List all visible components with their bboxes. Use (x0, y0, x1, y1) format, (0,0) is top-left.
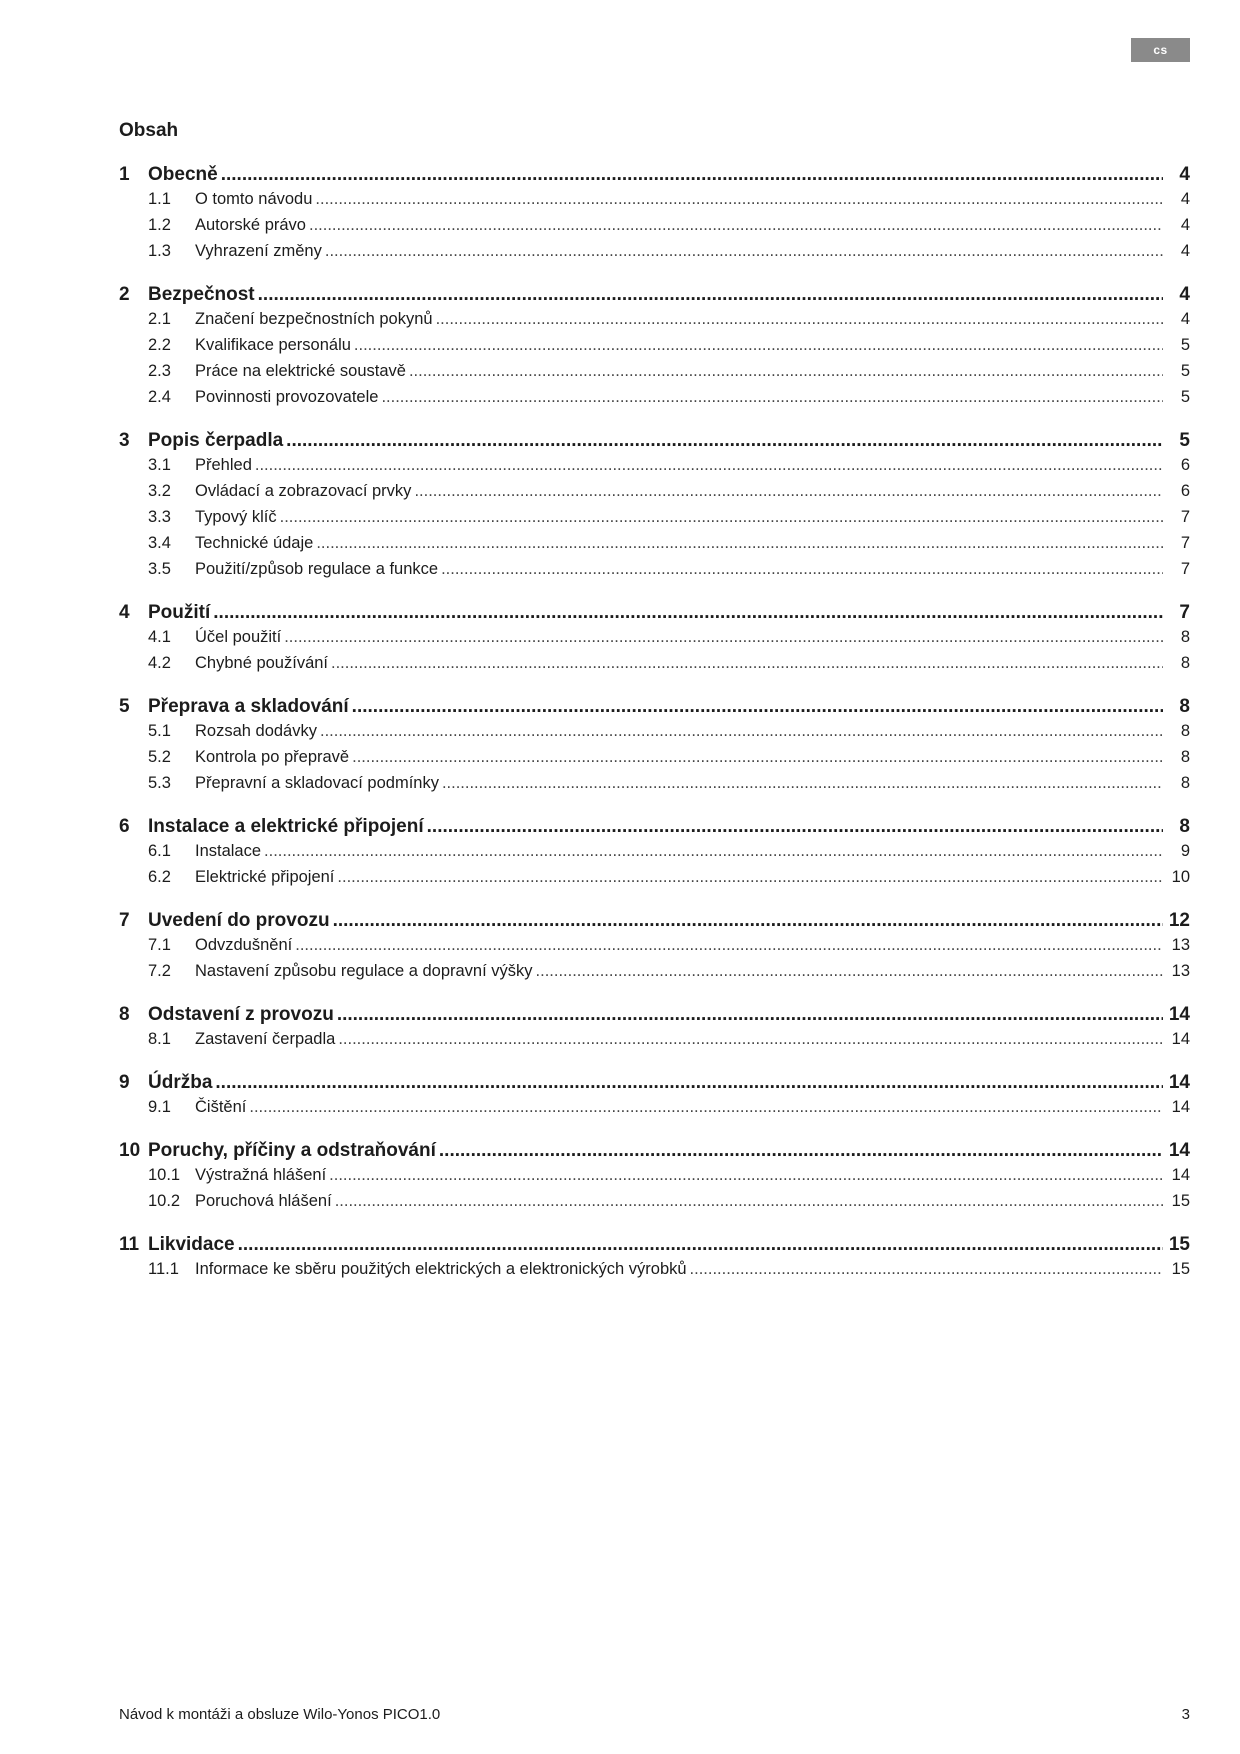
dot-leader (427, 816, 1163, 838)
toc-section-entry[interactable] (119, 284, 1190, 310)
subsection-page-number: 5 (1180, 388, 1190, 406)
section-title: Bezpečnost (148, 284, 255, 305)
subsection-title: Technické údaje (195, 534, 314, 552)
subsection-title: Přehled (195, 456, 252, 474)
toc-subsection-entry[interactable] (119, 362, 1190, 388)
subsection-page-number: 7 (1180, 534, 1190, 552)
subsection-number: 6.1 (148, 842, 171, 860)
section-title: Instalace a elektrické připojení (148, 816, 424, 837)
section-number: 11 (119, 1234, 140, 1255)
section-page-number: 4 (1179, 164, 1190, 185)
subsection-title: Kontrola po přepravě (195, 748, 350, 766)
section-number: 1 (119, 164, 130, 185)
toc-title: Obsah (119, 120, 179, 141)
toc-subsection-entry[interactable] (119, 508, 1190, 534)
subsection-number: 3.4 (148, 534, 171, 552)
toc-section (119, 164, 1190, 268)
subsection-page-number: 7 (1180, 560, 1190, 578)
subsection-number: 3.3 (148, 508, 171, 526)
subsection-page-number: 14 (1171, 1030, 1190, 1048)
section-page-number: 14 (1168, 1072, 1190, 1093)
section-number: 6 (119, 816, 130, 837)
toc-subsection-entry[interactable] (119, 310, 1190, 336)
subsection-number: 7.1 (148, 936, 171, 954)
subsection-title: Kvalifikace personálu (195, 336, 351, 354)
subsection-page-number: 14 (1171, 1166, 1190, 1184)
subsection-title: Ovládací a zobrazovací prvky (195, 482, 412, 500)
section-page-number: 14 (1168, 1004, 1190, 1025)
toc-section (119, 1234, 1190, 1286)
section-number: 5 (119, 696, 130, 717)
subsection-number: 1.1 (148, 190, 171, 208)
dot-leader (338, 1030, 1163, 1049)
dot-leader (286, 430, 1163, 452)
subsection-page-number: 4 (1180, 216, 1190, 234)
section-number: 10 (119, 1140, 141, 1161)
dot-leader (441, 560, 1163, 579)
toc-subsection-entry[interactable] (119, 388, 1190, 414)
dot-leader (337, 868, 1163, 887)
toc-subsection-entry[interactable] (119, 456, 1190, 482)
dot-leader (213, 602, 1163, 624)
section-title: Likvidace (148, 1234, 235, 1255)
subsection-title: Výstražná hlášení (195, 1166, 327, 1184)
subsection-title: Autorské právo (195, 216, 306, 234)
toc-subsection-entry[interactable] (119, 962, 1190, 988)
subsection-page-number: 8 (1180, 748, 1190, 766)
table-of-contents (119, 164, 1190, 1302)
dot-leader (255, 456, 1163, 475)
subsection-page-number: 15 (1171, 1260, 1190, 1278)
dot-leader (333, 910, 1163, 932)
dot-leader (381, 388, 1163, 407)
toc-section (119, 910, 1190, 988)
dot-leader (352, 748, 1163, 767)
section-page-number: 8 (1179, 816, 1190, 837)
subsection-title: Instalace (195, 842, 262, 860)
toc-subsection-entry[interactable] (119, 560, 1190, 586)
section-page-number: 15 (1168, 1234, 1190, 1255)
toc-subsection-entry[interactable] (119, 216, 1190, 242)
subsection-page-number: 8 (1180, 628, 1190, 646)
toc-subsection-entry[interactable] (119, 1098, 1190, 1124)
section-title: Použití (148, 602, 211, 623)
toc-section-entry[interactable] (119, 1004, 1190, 1030)
toc-section (119, 284, 1190, 414)
subsection-title: Poruchová hlášení (195, 1192, 332, 1210)
dot-leader (249, 1098, 1163, 1117)
dot-leader (536, 962, 1163, 981)
subsection-number: 3.2 (148, 482, 171, 500)
section-number: 9 (119, 1072, 130, 1093)
subsection-title: Použití/způsob regulace a funkce (195, 560, 439, 578)
section-title: Uvedení do provozu (148, 910, 330, 931)
toc-section (119, 816, 1190, 894)
dot-leader (329, 1166, 1163, 1185)
subsection-number: 6.2 (148, 868, 171, 886)
dot-leader (316, 534, 1163, 553)
subsection-page-number: 7 (1180, 508, 1190, 526)
subsection-page-number: 4 (1180, 310, 1190, 328)
toc-subsection-entry[interactable] (119, 936, 1190, 962)
toc-subsection-entry[interactable] (119, 336, 1190, 362)
toc-section-entry[interactable] (119, 910, 1190, 936)
dot-leader (280, 508, 1163, 527)
subsection-title: Zastavení čerpadla (195, 1030, 336, 1048)
toc-section-entry[interactable] (119, 1234, 1190, 1260)
subsection-number: 3.5 (148, 560, 171, 578)
toc-subsection-entry[interactable] (119, 748, 1190, 774)
dot-leader (325, 242, 1163, 261)
section-title: Údržba (148, 1072, 213, 1093)
section-title: Popis čerpadla (148, 430, 284, 451)
subsection-number: 2.4 (148, 388, 171, 406)
subsection-title: Chybné používání (195, 654, 329, 672)
toc-section (119, 430, 1190, 586)
subsection-page-number: 4 (1180, 190, 1190, 208)
subsection-page-number: 13 (1171, 936, 1190, 954)
subsection-title: Povinnosti provozovatele (195, 388, 379, 406)
dot-leader (442, 774, 1163, 793)
subsection-page-number: 15 (1171, 1192, 1190, 1210)
dot-leader (337, 1004, 1163, 1026)
subsection-page-number: 8 (1180, 722, 1190, 740)
subsection-number: 2.1 (148, 310, 171, 328)
dot-leader (335, 1192, 1163, 1211)
subsection-page-number: 5 (1180, 336, 1190, 354)
toc-subsection-entry[interactable] (119, 868, 1190, 894)
dot-leader (320, 722, 1163, 741)
section-number: 3 (119, 430, 130, 451)
subsection-page-number: 6 (1180, 456, 1190, 474)
subsection-number: 10.1 (148, 1166, 181, 1184)
toc-subsection-entry[interactable] (119, 1166, 1190, 1192)
dot-leader (258, 284, 1163, 306)
toc-section (119, 1072, 1190, 1124)
subsection-title: Značení bezpečnostních pokynů (195, 310, 433, 328)
subsection-page-number: 4 (1180, 242, 1190, 260)
section-page-number: 5 (1179, 430, 1190, 451)
subsection-page-number: 8 (1180, 774, 1190, 792)
subsection-title: Odvzdušnění (195, 936, 293, 954)
toc-subsection-entry[interactable] (119, 1260, 1190, 1286)
subsection-number: 5.1 (148, 722, 171, 740)
subsection-title: Elektrické připojení (195, 868, 335, 886)
dot-leader (264, 842, 1163, 861)
toc-section-entry[interactable] (119, 602, 1190, 628)
language-badge: cs (1131, 38, 1190, 62)
toc-section (119, 1140, 1190, 1218)
dot-leader (215, 1072, 1163, 1094)
section-number: 7 (119, 910, 130, 931)
subsection-title: Typový klíč (195, 508, 277, 526)
section-page-number: 7 (1179, 602, 1190, 623)
toc-subsection-entry[interactable] (119, 1192, 1190, 1218)
subsection-number: 2.2 (148, 336, 171, 354)
dot-leader (238, 1234, 1163, 1256)
subsection-title: Čištění (195, 1098, 247, 1116)
section-page-number: 8 (1179, 696, 1190, 717)
section-number: 4 (119, 602, 130, 623)
subsection-page-number: 14 (1171, 1098, 1190, 1116)
subsection-number: 7.2 (148, 962, 171, 980)
dot-leader (690, 1260, 1163, 1279)
dot-leader (309, 216, 1163, 235)
subsection-title: Práce na elektrické soustavě (195, 362, 406, 380)
toc-subsection-entry[interactable] (119, 628, 1190, 654)
dot-leader (414, 482, 1163, 501)
section-title: Obecně (148, 164, 218, 185)
section-page-number: 12 (1168, 910, 1190, 931)
dot-leader (354, 336, 1163, 355)
subsection-number: 4.2 (148, 654, 171, 672)
footer-page-number: 3 (1181, 1706, 1190, 1723)
toc-section-entry[interactable] (119, 1140, 1190, 1166)
toc-section-entry[interactable] (119, 430, 1190, 456)
toc-section (119, 1004, 1190, 1056)
toc-subsection-entry[interactable] (119, 774, 1190, 800)
subsection-title: Vyhrazení změny (195, 242, 322, 260)
section-number: 8 (119, 1004, 130, 1025)
footer-document-title: Návod k montáži a obsluze Wilo-Yonos PICO1.0 (119, 1706, 441, 1723)
toc-section-entry[interactable] (119, 816, 1190, 842)
subsection-title: O tomto návodu (195, 190, 313, 208)
toc-subsection-entry[interactable] (119, 534, 1190, 560)
subsection-number: 9.1 (148, 1098, 171, 1116)
section-page-number: 4 (1179, 284, 1190, 305)
subsection-title: Rozsah dodávky (195, 722, 317, 740)
dot-leader (221, 164, 1163, 186)
section-number: 2 (119, 284, 130, 305)
subsection-page-number: 9 (1180, 842, 1190, 860)
subsection-page-number: 6 (1180, 482, 1190, 500)
subsection-title: Informace ke sběru použitých elektrických a elektronických výrobků (195, 1260, 687, 1278)
toc-subsection-entry[interactable] (119, 190, 1190, 216)
toc-subsection-entry[interactable] (119, 654, 1190, 680)
subsection-page-number: 13 (1171, 962, 1190, 980)
subsection-title: Nastavení způsobu regulace a dopravní výšky (195, 962, 533, 980)
subsection-page-number: 5 (1180, 362, 1190, 380)
subsection-number: 3.1 (148, 456, 171, 474)
toc-subsection-entry[interactable] (119, 242, 1190, 268)
toc-subsection-entry[interactable] (119, 482, 1190, 508)
subsection-page-number: 10 (1171, 868, 1190, 886)
subsection-number: 8.1 (148, 1030, 171, 1048)
dot-leader (409, 362, 1163, 381)
dot-leader (331, 654, 1163, 673)
dot-leader (284, 628, 1163, 647)
toc-section (119, 602, 1190, 680)
dot-leader (295, 936, 1163, 955)
toc-section-entry[interactable] (119, 696, 1190, 722)
toc-section-entry[interactable] (119, 164, 1190, 190)
toc-subsection-entry[interactable] (119, 842, 1190, 868)
subsection-number: 11.1 (148, 1260, 179, 1278)
section-title: Poruchy, příčiny a odstraňování (148, 1140, 436, 1161)
subsection-number: 5.2 (148, 748, 171, 766)
subsection-number: 4.1 (148, 628, 171, 646)
subsection-number: 10.2 (148, 1192, 181, 1210)
subsection-number: 1.2 (148, 216, 171, 234)
subsection-number: 1.3 (148, 242, 171, 260)
subsection-page-number: 8 (1180, 654, 1190, 672)
subsection-title: Přepravní a skladovací podmínky (195, 774, 439, 792)
toc-subsection-entry[interactable] (119, 722, 1190, 748)
dot-leader (436, 310, 1163, 329)
subsection-title: Účel použití (195, 628, 282, 646)
subsection-number: 5.3 (148, 774, 171, 792)
section-page-number: 14 (1168, 1140, 1190, 1161)
dot-leader (315, 190, 1163, 209)
section-title: Přeprava a skladování (148, 696, 349, 717)
toc-section-entry[interactable] (119, 1072, 1190, 1098)
subsection-number: 2.3 (148, 362, 171, 380)
toc-section (119, 696, 1190, 800)
toc-subsection-entry[interactable] (119, 1030, 1190, 1056)
section-title: Odstavení z provozu (148, 1004, 334, 1025)
dot-leader (439, 1140, 1163, 1162)
dot-leader (352, 696, 1163, 718)
